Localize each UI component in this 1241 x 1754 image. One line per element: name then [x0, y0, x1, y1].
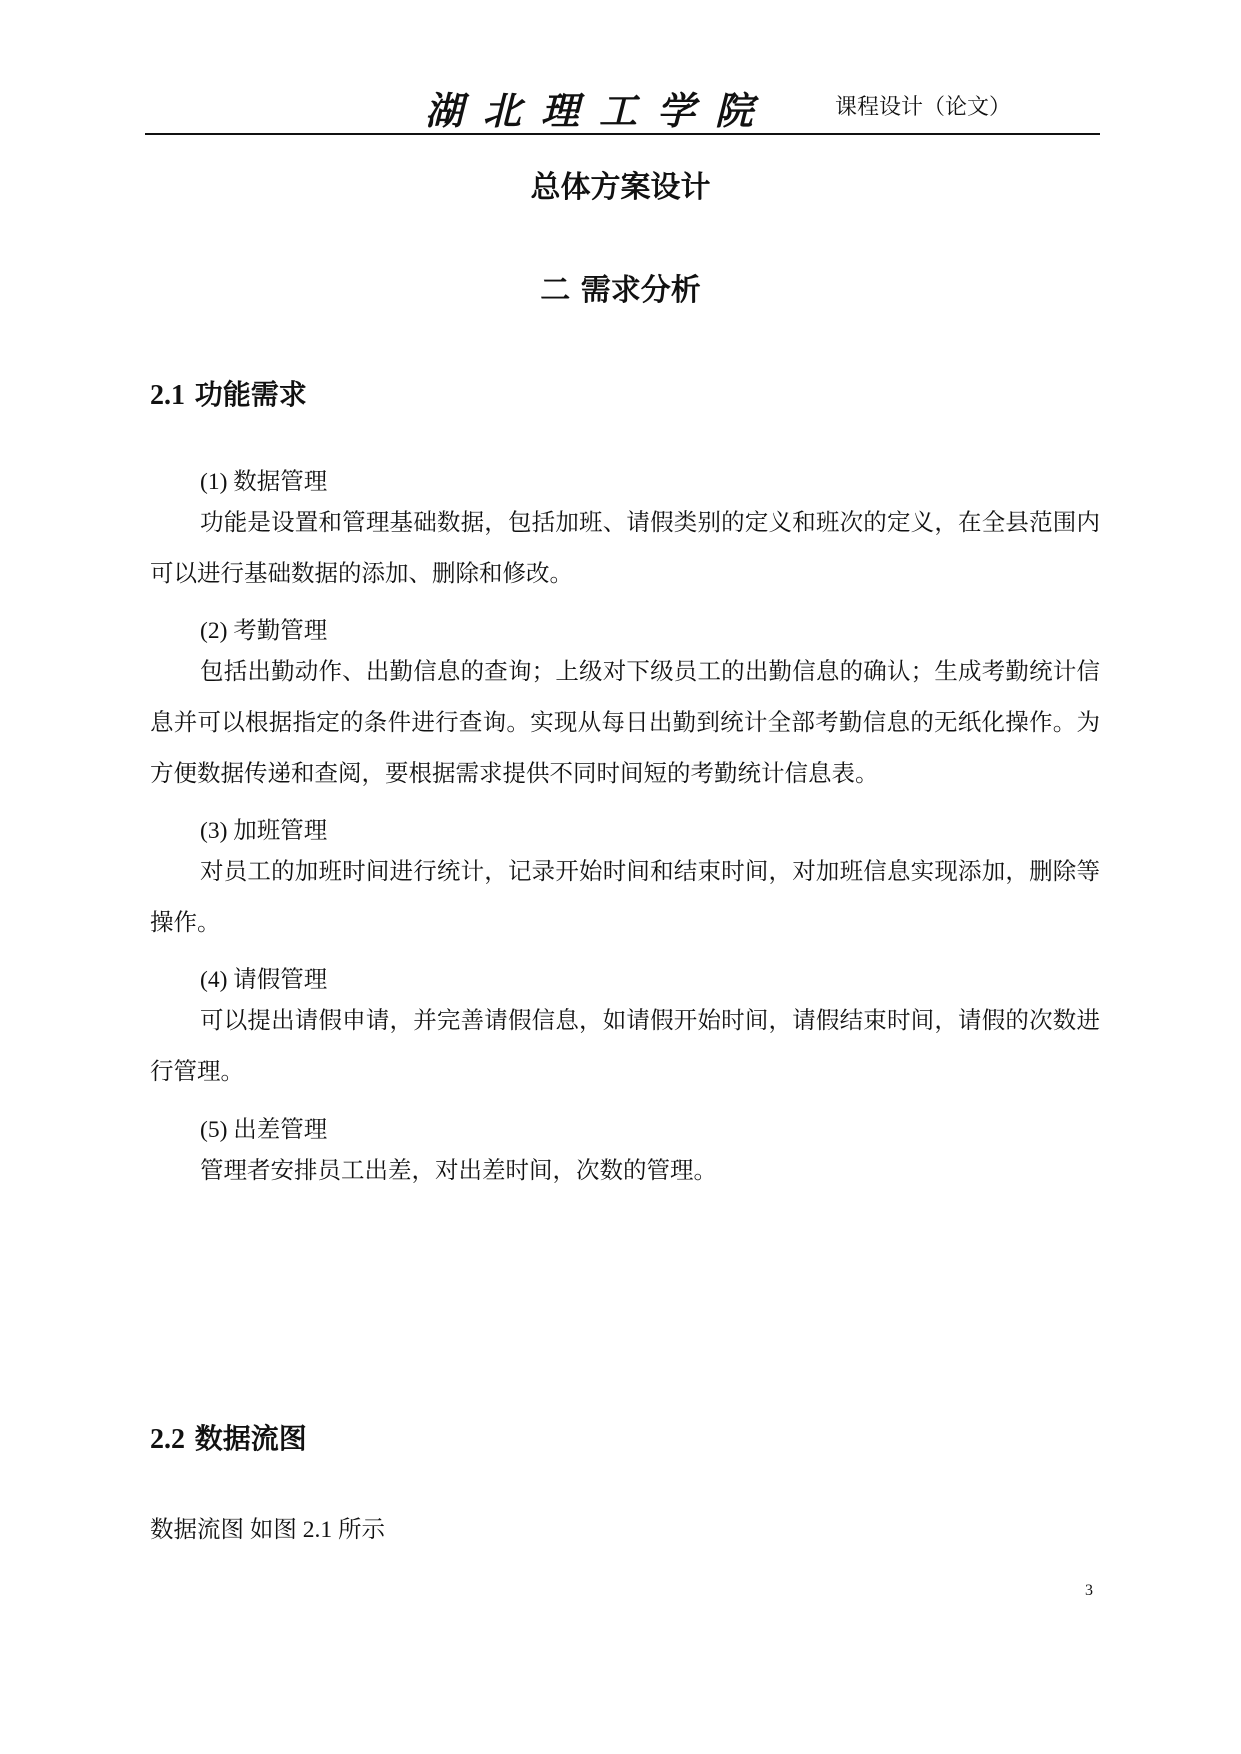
- section-title: 功能需求: [194, 378, 307, 411]
- section-heading-2-1: [150, 373, 307, 413]
- item-text-attendance-management: 包括出勤动作、出勤信息的查询；上级对下级员工的出勤信息的确认；生成考勤统计信息并可以根据指定的条件进行查询。实现从每日出勤到统计全部考勤信息的无纸化操作。为方便数据传递和查阅，要根据需求提供不同时间短的考勤统计信息表。: [150, 659, 1100, 787]
- header-divider: [145, 133, 1100, 135]
- page-header: [145, 80, 1100, 134]
- item-text-leave-management: 可以提出请假申请，并完善请假信息，如请假开始时间，请假结束时间，请假的次数进行管理。: [150, 1008, 1100, 1085]
- document-type-label: 课程设计（论文）: [835, 94, 1012, 119]
- item-heading-data-management: (1) 数据管理: [200, 469, 328, 495]
- section-number: 2.1: [150, 380, 185, 411]
- item-heading-attendance-management: (2) 考勤管理: [200, 618, 328, 644]
- page-number: 3: [1085, 1582, 1093, 1599]
- item-text-overtime-management: 对员工的加班时间进行统计，记录开始时间和结束时间，对加班信息实现添加，删除等操作。: [150, 859, 1100, 936]
- item-text-business-trip-management: 管理者安排员工出差，对出差时间，次数的管理。: [200, 1158, 717, 1184]
- data-flow-reference-text: 数据流图 如图 2.1 所示: [150, 1517, 385, 1543]
- section-title: 数据流图: [194, 1422, 307, 1455]
- item-text-data-management: 功能是设置和管理基础数据，包括加班、请假类别的定义和班次的定义，在全县范围内可以进行基础数据的添加、删除和修改。: [150, 510, 1100, 587]
- item-heading-leave-management: (4) 请假管理: [200, 967, 328, 993]
- school-name-calligraphy: 湖北理工学院: [425, 88, 774, 133]
- section-number: 2.2: [150, 1424, 185, 1455]
- section-heading-2-2: [150, 1417, 307, 1457]
- main-title: 总体方案设计: [530, 170, 711, 205]
- chapter-title: 二 需求分析: [540, 273, 701, 308]
- item-heading-business-trip-management: (5) 出差管理: [200, 1117, 328, 1143]
- item-heading-overtime-management: (3) 加班管理: [200, 818, 328, 844]
